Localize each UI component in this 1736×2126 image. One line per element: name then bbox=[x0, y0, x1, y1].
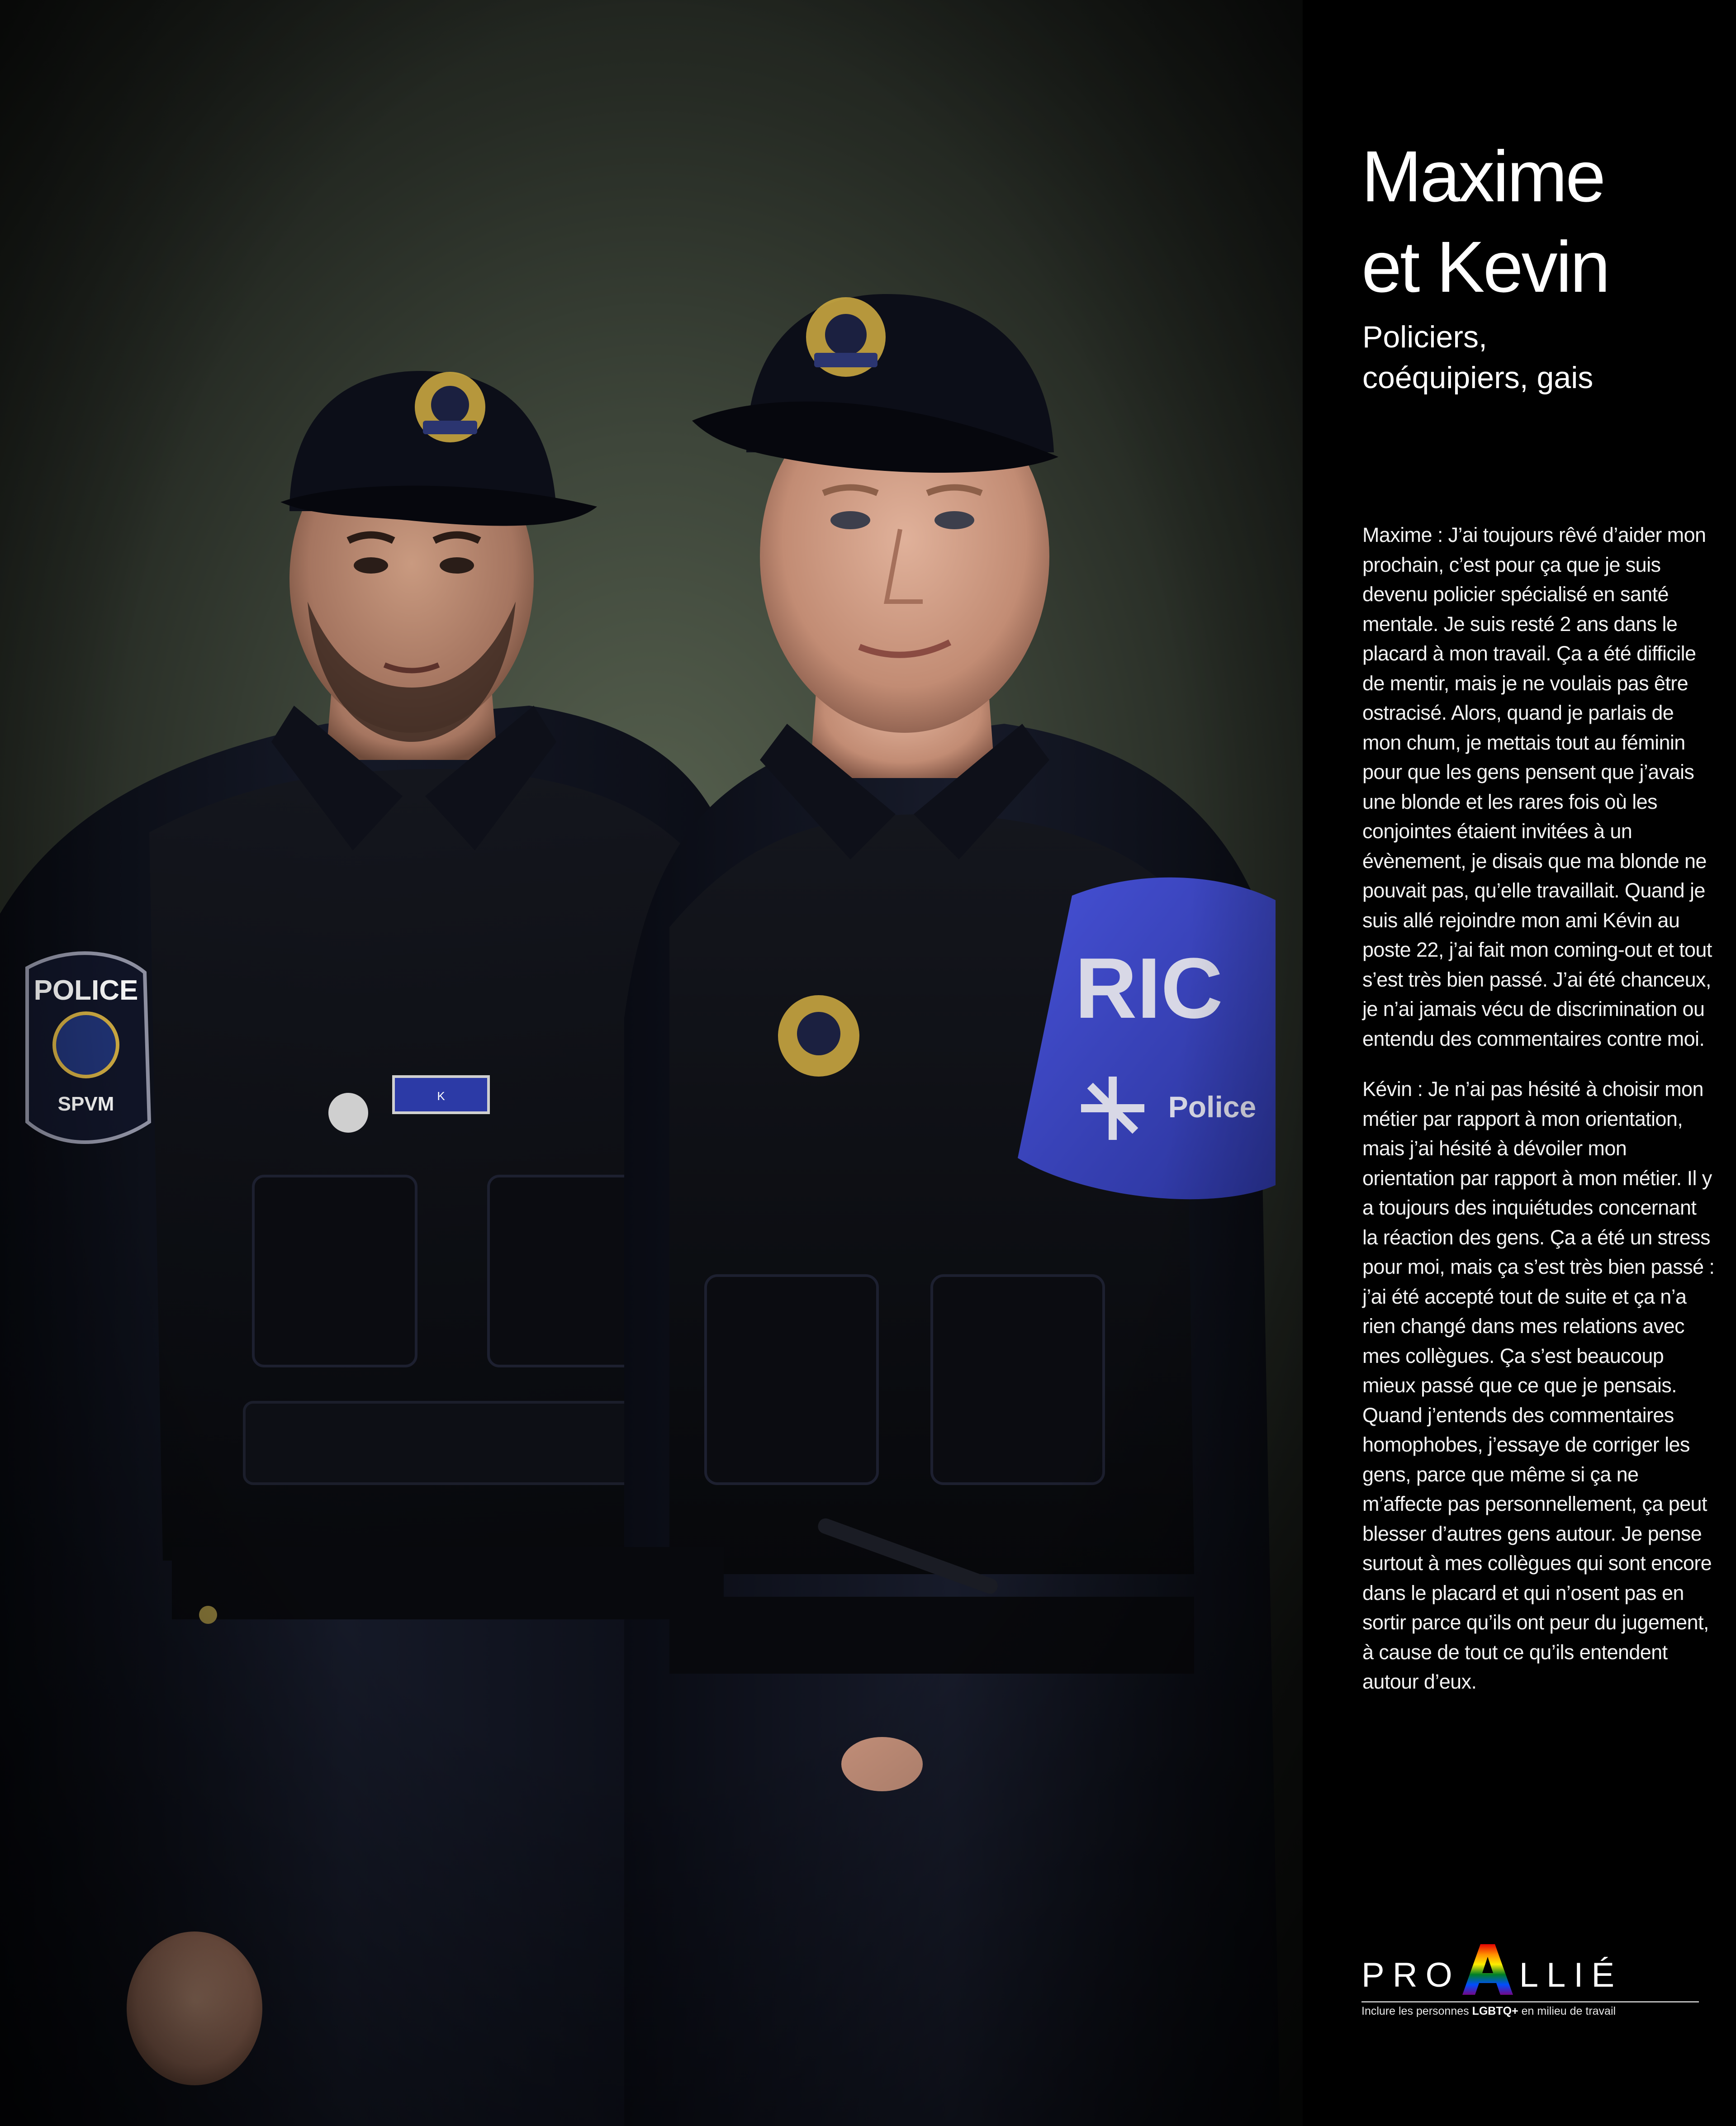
subtitle-line-1: Policiers, bbox=[1362, 320, 1487, 354]
tagline-before: Inclure les personnes bbox=[1361, 2005, 1472, 2017]
paragraph-kevin: Kévin : Je n’ai pas hésité à choisir mon métier par rapport à mon orientation, mais j’ai hésité à dévoiler mon orientation par rapport à mon métier. Il y a toujours des inquiétudes concernant la réaction des gens. Ça a été un stress pour moi, mais ça s’est très bien passé : j’ai été accepté tout de suite et ça n’a rien changé dans mes relations avec mes collègues. Ça s’est beaucoup mieux passé que ce que je pensais. Quand j’entends des commentaires homophobes, j’essaye de corriger les gens, parce que même si ça ne m’affecte pas personnellement, ça peut blesser d’autres gens autour. Je pense surtout à mes collègues qui sont encore dans le placard et qui n’osent pas en sortir parce qu’ils ont peur du jugement, à cause de tout ce qu’ils entendent autour d’eux. bbox=[1362, 1077, 1715, 1693]
testimony-text bbox=[1362, 520, 1715, 1697]
title-line-1: Maxime bbox=[1361, 136, 1604, 217]
tagline-bold: LGBTQ+ bbox=[1472, 2005, 1518, 2017]
paragraph-maxime: Maxime : J’ai toujours rêvé d’aider mon prochain, c’est pour ça que je suis devenu policier spécialisé en santé mentale. Je suis resté 2 ans dans le placard à mon travail. Ça a été difficile de mentir, mais je ne voulais pas être ostracisé. Alors, quand je parlais de mon chum, je mettais tout au féminin pour que les gens pensent que j’avais une blonde et les rares fois où les conjointes étaient invitées à un évènement, je disais que ma blonde ne pouvait pas, qu’elle travaillait. Quand je suis allé rejoindre mon ami Kévin au poste 22, j’ai fait mon coming-out et tout s’est très bien passé. J’ai été chanceux, je n’ai jamais vécu de discrimination ou entendu des commentaires contre moi. bbox=[1362, 523, 1712, 1050]
subtitle-line-2: coéquipiers, gais bbox=[1362, 361, 1594, 395]
logo-tagline bbox=[1361, 2005, 1705, 2018]
logo-divider bbox=[1361, 2001, 1699, 2003]
proallie-logo bbox=[1361, 1945, 1705, 2017]
logo-word-before: PRO bbox=[1361, 1956, 1461, 1994]
logo-word-after: LLIÉ bbox=[1519, 1956, 1623, 1994]
page-title bbox=[1361, 131, 1723, 312]
text-panel bbox=[1303, 0, 1736, 2126]
tagline-after: en milieu de travail bbox=[1518, 2005, 1616, 2017]
title-line-2: et Kevin bbox=[1361, 226, 1609, 307]
rainbow-a-icon bbox=[1462, 1944, 1513, 1995]
subtitle bbox=[1362, 317, 1724, 398]
logo-wordmark bbox=[1361, 1945, 1622, 1995]
